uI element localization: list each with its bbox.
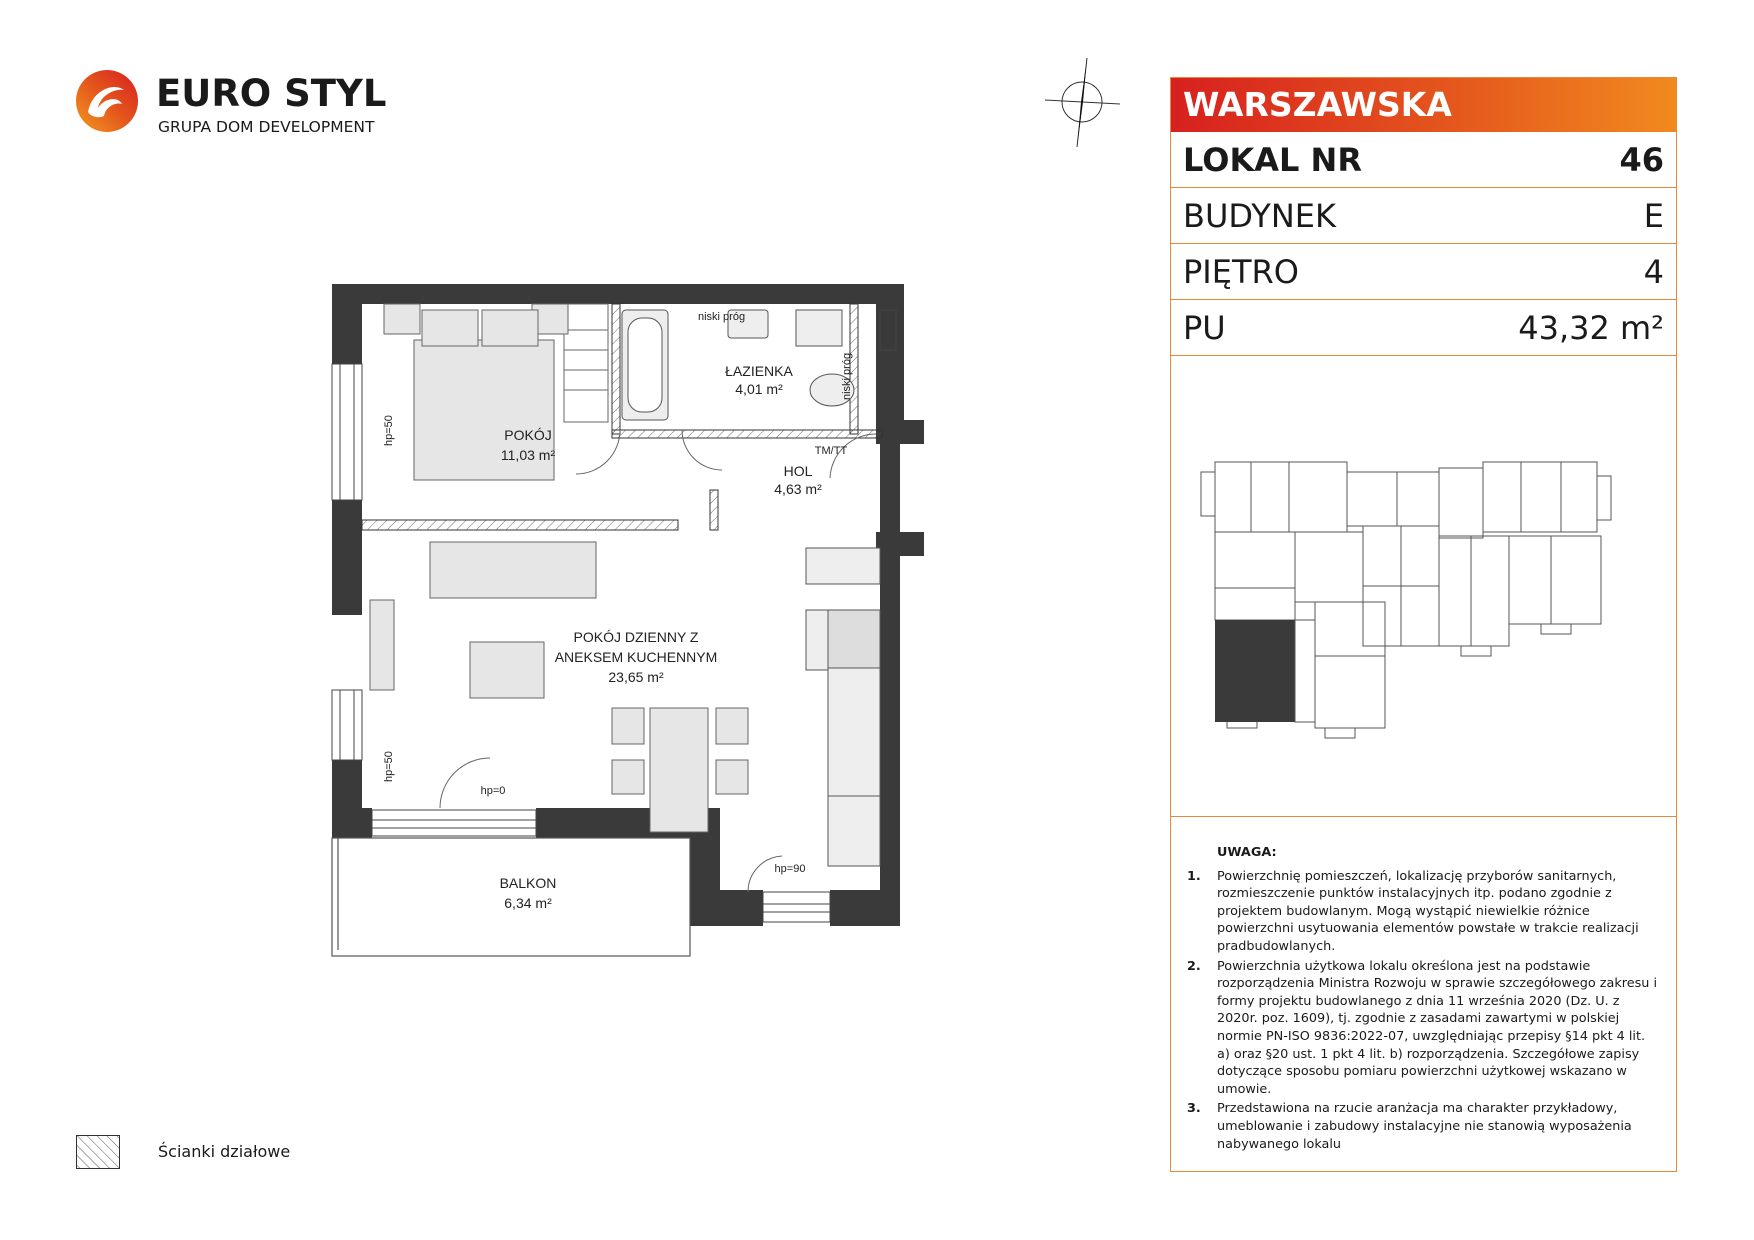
row-pu: [1171, 300, 1676, 356]
room-area-lazienka: 4,01 m²: [735, 381, 783, 397]
row-label: LOKAL NR: [1183, 140, 1362, 179]
notes-title: UWAGA:: [1217, 845, 1277, 860]
room-name-pokoj: POKÓJ: [504, 427, 552, 443]
legend-label: Ścianki działowe: [158, 1142, 291, 1161]
flame-logo-icon: [74, 68, 140, 134]
row-value: E: [1643, 196, 1664, 235]
building-floor-overview: [1171, 356, 1676, 817]
row-value: 46: [1619, 140, 1664, 179]
note-number: 1.: [1187, 868, 1201, 884]
kitchen-units: [806, 548, 880, 866]
annotation-hp50-top: hp=50: [383, 415, 395, 446]
row-budynek: [1171, 188, 1676, 244]
notes-section: [1171, 818, 1676, 1153]
row-label: PU: [1183, 308, 1226, 347]
room-area-hol: 4,63 m²: [774, 481, 822, 497]
note-text: Powierzchnia użytkowa lokalu określona jest na podstawie rozporządzenia Ministra Rozwoju w sprawie szczegółowego zakresu i formy projektu budowlanego z dnia 11 września 2020 (Dz. U. z 2020r. poz. 1609), tj. zgodnie z zasadami zawartymi w polskiej normie PN-ISO 9836:2022-07, uwzględniając przepisy §14 pkt 4 lit. a) oraz §20 ust. 1 pkt 4 lit. b) rozporządzenia. Szczegółowe zapisy dotyczące sposobu pomiaru powierzchni użytkowej wskazano w umowie.: [1217, 958, 1657, 1097]
info-panel: [1170, 77, 1677, 1172]
row-value: 4: [1643, 252, 1664, 291]
selected-apartment-highlight: [1215, 620, 1295, 722]
brand-logo: [74, 68, 394, 148]
room-area-living: 23,65 m²: [608, 669, 664, 685]
room-name-hol: HOL: [783, 463, 813, 479]
row-lokal: [1171, 132, 1676, 188]
room-name-lazienka: ŁAZIENKA: [725, 363, 793, 379]
note-text: Przedstawiona na rzucie aranżacja ma charakter przykładowy, umeblowanie i zabudowy instalacyjne nie stanowią wyposażenia nabywanego lokalu: [1217, 1101, 1632, 1152]
brand-name: EURO STYL: [156, 72, 387, 115]
annotation-hp50-bottom: hp=50: [383, 751, 395, 782]
annotation-tm-tt: TM/TT: [814, 445, 848, 457]
row-label: PIĘTRO: [1183, 252, 1299, 291]
room-name-living-2: ANEKSEM KUCHENNYM: [554, 649, 718, 665]
annotation-hp90: hp=90: [774, 863, 806, 875]
row-label: BUDYNEK: [1183, 196, 1336, 235]
note-number: 2.: [1187, 958, 1201, 974]
floor-plan: [320, 270, 940, 970]
room-name-living: POKÓJ DZIENNY Z: [573, 629, 699, 645]
investment-name: WARSZAWSKA: [1171, 78, 1676, 132]
room-name-balkon: BALKON: [499, 875, 557, 891]
row-pietro: [1171, 244, 1676, 300]
hatch-swatch-icon: [76, 1135, 120, 1169]
legend: [76, 1135, 336, 1173]
row-value: 43,32 m²: [1518, 308, 1664, 347]
room-area-pokoj: 11,03 m²: [500, 447, 556, 463]
brand-subtitle: GRUPA DOM DEVELOPMENT: [158, 118, 375, 136]
annotation-low-threshold: niski próg: [698, 311, 746, 323]
north-arrow-icon: [1045, 55, 1120, 150]
note-number: 3.: [1187, 1101, 1201, 1117]
wardrobe: [564, 304, 608, 422]
note-item: [1187, 958, 1658, 1099]
annotation-hp0: hp=0: [480, 785, 506, 797]
furniture: [370, 304, 748, 832]
room-area-balkon: 6,34 m²: [504, 895, 552, 911]
annotation-low-threshold-2: niski próg: [841, 352, 853, 400]
note-item: [1187, 1100, 1658, 1153]
note-item: [1187, 868, 1658, 956]
note-text: Powierzchnię pomieszczeń, lokalizację przyborów sanitarnych, rozmieszczenie punktów instalacyjnych itp. podano zgodnie z projektem budowlanym. Mogą wystąpić niewielkie różnice powierzchni usytuowania elementów powstałe w trakcie realizacji pradbudowlanych.: [1217, 868, 1639, 954]
